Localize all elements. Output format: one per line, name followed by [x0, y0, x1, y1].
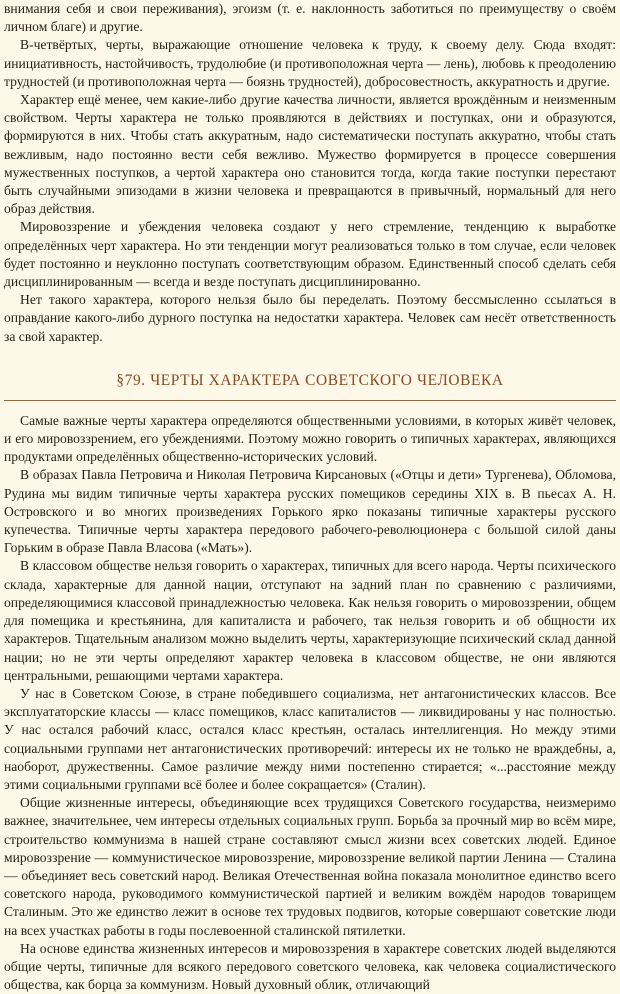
section-heading-row: [4, 368, 616, 401]
paragraph: Самые важные черты характера определяются общественными условиями, в которых живёт человек, и его мировоззрением, его убеждениями. Поэтому можно говорить о типичных характерах, являющихся продуктами определённых общественно-исторических условий.: [4, 412, 616, 465]
paragraph: На основе единства жизненных интересов и мировоззрения в характере советских людей выделяются общие черты, типичные для всякого передового советского человека, как человека социалистического общества, как борца за коммунизм. Новый духовный облик, отличающий: [4, 940, 616, 993]
section-text: [4, 412, 616, 994]
paragraph: В образах Павла Петровича и Николая Петровича Кирсановых («Отцы и дети» Тургенева), Обломова, Рудина мы видим типичные черты характера русских помещиков середины XIX в. В пьесах А. Н. Островского и во многих произведениях Горького ярко показаны типичные характеры русского купечества. Типичные черты характера передового рабочего-революционера с большой силой даны Горьким в образе Павла Власова («Мать»).: [4, 467, 616, 556]
preceding-section-text: [4, 0, 616, 346]
paragraph: внимания себя и свои переживания), эгоизм (т. е. наклонность заботиться по преимуществу о своём личном благе) и другие.: [4, 1, 616, 35]
paragraph: Общие жизненные интересы, объединяющие всех трудящихся Советского государства, неизмеримо важнее, значительнее, чем интересы отдельных социальных групп. Борьба за прочный мир во всём мире, строительство коммунизма в нашей стране составляют смысл жизни всех советских людей. Единое мировоззрение — коммунистическое мировоззрение, мировоззрение великой партии Ленина — Сталина — объединяет весь советский народ. Великая Отечественная война показала монолитное единство всего советского народа, руководимого коммунистической партией и великим вождём народов товарищем Сталиным. Это же единство лежит в основе тех трудовых подвигов, которые совершают советские люди на всех участках работы в годы послевоенной сталинской пятилетки.: [4, 795, 616, 938]
section-heading: §79. ЧЕРТЫ ХАРАКТЕРА СОВЕТСКОГО ЧЕЛОВЕКА: [116, 371, 504, 389]
paragraph: Нет такого характера, которого нельзя было бы переделать. Поэтому бессмысленно ссылаться в оправдание какого-либо дурного поступка на недостатки характера. Человек сам несёт ответственность за свой характер.: [4, 292, 616, 344]
paragraph: В-четвёртых, черты, выражающие отношение человека к труду, к своему делу. Сюда входят: инициативность, настойчивость, трудолюбие (и противоположная черта — лень), любовь к преодолению трудностей (и противоположная черта — боязнь трудностей), добросовестность, аккуратность и другие.: [4, 37, 616, 89]
paragraph: В классовом обществе нельзя говорить о характерах, типичных для всего народа. Черты психического склада, характерные для данной нации, отступают на задний план по сравнению с различиями, определяющимися классовой принадлежностью человека. Как нельзя говорить о мировоззрении, общем для помещика и крестьянина, для капиталиста и рабочего, так нельзя говорить и об общности их характеров. Тщательным анализом можно выделить черты, характеризующие психический склад данной нации; но не эти черты определяют характер человека в классовом обществе, не они являются центральными, решающими чертами характера.: [4, 558, 616, 683]
paragraph: Мировоззрение и убеждения человека создают у него стремление, тенденцию к выработке определённых черт характера. Но эти тенденции могут реализоваться только в том случае, если человек будет постоянно и неуклонно поступать соответствующим образом. Единственный способ сделать себя дисциплинированным — всегда и везде поступать дисциплинированно.: [4, 219, 616, 290]
paragraph: У нас в Советском Союзе, в стране победившего социализма, нет антагонистических классов. Все эксплуататорские классы — класс помещиков, класс капиталистов — ликвидированы у нас полностью. У нас остался рабочий класс, остался класс крестьян, осталась интеллигенция. Но между этими социальными группами нет антагонистических противоречий: интересы их не только не враждебны, а, наоборот, дружественны. Самое различие между ними постепенно стирается; «...расстояние между этими социальными группами всё более и более сокращается» (Сталин).: [4, 685, 616, 792]
paragraph: Характер ещё менее, чем какие-либо другие качества личности, является врождённым и неизменным свойством. Черты характера не только проявляются в действиях и поступках, они и образуются, формируются в них. Чтобы стать аккуратным, надо систематически поступать аккуратно, чтобы стать вежливым, надо постоянно вести себя вежливо. Мужество формируется в процессе совершения мужественных поступков, а чертой характера оно становится тогда, когда такие поступки перестают быть случайными эпизодами в жизни человека и превращаются в привычный, нормальный для него образ действия.: [4, 92, 616, 217]
